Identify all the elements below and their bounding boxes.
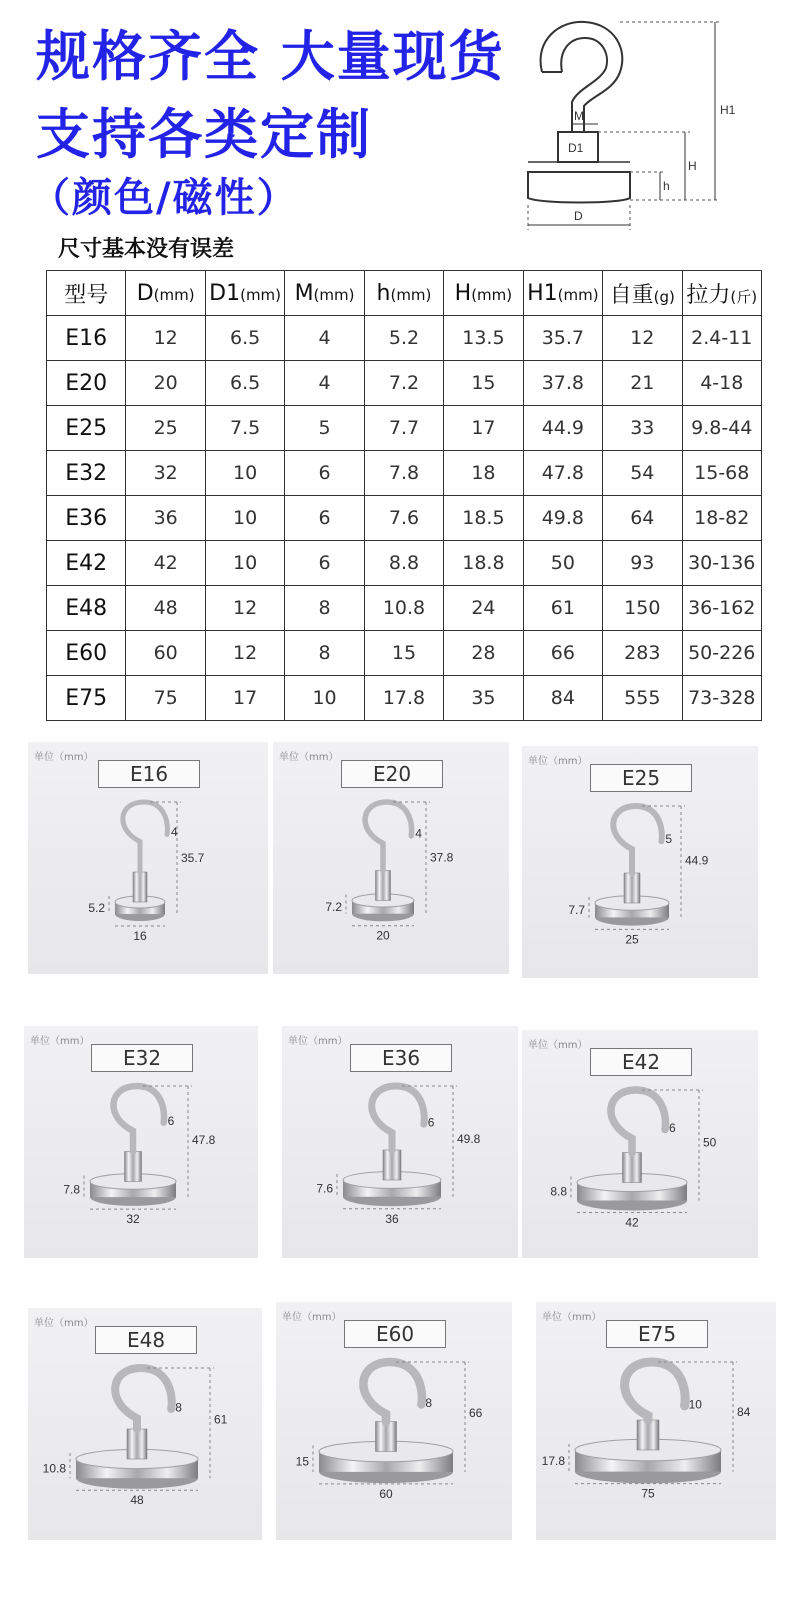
header-main: h bbox=[376, 280, 391, 306]
table-cell: 28 bbox=[444, 631, 523, 676]
table-cell: 15 bbox=[444, 361, 523, 406]
table-cell: 6 bbox=[285, 451, 364, 496]
table-body bbox=[47, 316, 762, 721]
product-card bbox=[24, 1026, 258, 1258]
table-cell: 66 bbox=[523, 631, 602, 676]
table-cell: 555 bbox=[603, 676, 682, 721]
header-H bbox=[444, 271, 523, 316]
dim-label-H1: 66 bbox=[469, 1405, 483, 1420]
header-main: M bbox=[294, 280, 314, 306]
label-D1: D1 bbox=[568, 141, 584, 155]
dim-label-h: 5.2 bbox=[88, 901, 105, 915]
header-main: 自重 bbox=[609, 282, 654, 308]
table-cell: 6 bbox=[285, 496, 364, 541]
table-cell: 2.4-11 bbox=[682, 316, 762, 361]
dim-label-M: 8 bbox=[175, 1400, 182, 1415]
table-cell: 8 bbox=[285, 631, 364, 676]
hook-wire bbox=[363, 1362, 422, 1422]
dim-label-M: 6 bbox=[427, 1115, 435, 1130]
dim-label-M: 4 bbox=[415, 826, 422, 841]
table-cell: 4 bbox=[285, 316, 364, 361]
magnet-hook-illustration bbox=[28, 1308, 262, 1540]
dim-label-D: 16 bbox=[133, 929, 147, 943]
table-cell: 37.8 bbox=[523, 361, 602, 406]
cell-model: E20 bbox=[47, 361, 126, 406]
magnet-neck bbox=[623, 1153, 642, 1183]
table-row bbox=[47, 361, 762, 406]
table-cell: 15 bbox=[364, 631, 443, 676]
header-main: D bbox=[136, 280, 154, 306]
unit-label: 单位（mm） bbox=[282, 1312, 342, 1323]
dim-label-h: 7.8 bbox=[63, 1182, 80, 1197]
table-cell: 10 bbox=[205, 496, 284, 541]
magnet-neck bbox=[133, 872, 147, 902]
magnet-hook-illustration bbox=[24, 1026, 258, 1258]
dim-label-H1: 47.8 bbox=[192, 1132, 216, 1147]
header-unit: (mm) bbox=[153, 285, 195, 304]
table-cell: 8 bbox=[285, 586, 364, 631]
hook-wire bbox=[365, 802, 412, 871]
label-h: h bbox=[663, 179, 670, 193]
header-unit: (mm) bbox=[240, 285, 282, 304]
headline-custom: 支持各类定制 bbox=[36, 103, 372, 166]
table-cell: 15-68 bbox=[682, 451, 762, 496]
table-row bbox=[47, 406, 762, 451]
dim-label-h: 7.7 bbox=[568, 903, 585, 918]
model-label: E48 bbox=[95, 1326, 197, 1354]
hook-wire bbox=[372, 1086, 425, 1150]
table-row bbox=[47, 586, 762, 631]
table-cell: 75 bbox=[126, 676, 205, 721]
hook-wire bbox=[123, 802, 168, 872]
dim-label-H1: 44.9 bbox=[685, 853, 709, 868]
dim-label-h: 15 bbox=[295, 1454, 309, 1469]
magnet-neck bbox=[127, 1429, 147, 1459]
dim-label-h: 10.8 bbox=[42, 1461, 66, 1476]
cell-model: E60 bbox=[47, 631, 126, 676]
table-cell: 17 bbox=[205, 676, 284, 721]
dim-label-M: 4 bbox=[171, 825, 178, 840]
cell-model: E75 bbox=[47, 676, 126, 721]
header-D1 bbox=[205, 271, 284, 316]
unit-label: 单位（mm） bbox=[528, 756, 588, 767]
unit-label: 单位（mm） bbox=[30, 1036, 90, 1047]
magnet-neck bbox=[383, 1150, 401, 1180]
table-cell: 12 bbox=[126, 316, 205, 361]
model-label: E20 bbox=[341, 760, 443, 788]
dim-label-M: 8 bbox=[425, 1395, 433, 1410]
table-cell: 7.8 bbox=[364, 451, 443, 496]
dim-label-h: 8.8 bbox=[550, 1184, 567, 1199]
table-cell: 7.5 bbox=[205, 406, 284, 451]
base-outline bbox=[528, 172, 630, 203]
dim-label-H1: 35.7 bbox=[181, 851, 205, 865]
table-cell: 33 bbox=[603, 406, 682, 451]
dim-label-D: 25 bbox=[625, 932, 639, 947]
table-cell: 36 bbox=[126, 496, 205, 541]
table-cell: 283 bbox=[603, 631, 682, 676]
table-cell: 6.5 bbox=[205, 316, 284, 361]
table-cell: 30-136 bbox=[682, 541, 762, 586]
product-card bbox=[522, 1030, 758, 1258]
table-row bbox=[47, 316, 762, 361]
header-main: D1 bbox=[209, 280, 241, 306]
dim-label-D: 42 bbox=[625, 1215, 639, 1230]
dim-label-H1: 37.8 bbox=[430, 850, 454, 865]
dim-label-H1: 49.8 bbox=[457, 1132, 481, 1146]
table-cell: 6 bbox=[285, 541, 364, 586]
cell-model: E25 bbox=[47, 406, 126, 451]
product-card bbox=[282, 1026, 518, 1258]
header-main: H bbox=[454, 280, 472, 306]
header-M bbox=[285, 271, 364, 316]
table-row bbox=[47, 541, 762, 586]
spec-table bbox=[46, 270, 762, 721]
dim-label-M: 5 bbox=[665, 832, 673, 847]
header-unit: (mm) bbox=[557, 285, 599, 304]
table-cell: 73-328 bbox=[682, 676, 762, 721]
table-cell: 18-82 bbox=[682, 496, 762, 541]
table-cell: 18 bbox=[444, 451, 523, 496]
header-main: 型号 bbox=[64, 282, 109, 308]
table-cell: 8.8 bbox=[364, 541, 443, 586]
table-cell: 60 bbox=[126, 631, 205, 676]
table-header-row bbox=[47, 271, 762, 316]
headline-stock: 规格齐全 大量现货 bbox=[36, 25, 505, 88]
table-cell: 21 bbox=[603, 361, 682, 406]
header-h bbox=[364, 271, 443, 316]
table-cell: 5 bbox=[285, 406, 364, 451]
dim-label-h: 7.6 bbox=[316, 1181, 333, 1196]
header-unit: (g) bbox=[653, 287, 675, 306]
model-label: E75 bbox=[606, 1320, 708, 1348]
cell-model: E42 bbox=[47, 541, 126, 586]
magnet-neck bbox=[376, 1422, 397, 1452]
table-cell: 18.8 bbox=[444, 541, 523, 586]
unit-label: 单位（mm） bbox=[34, 1318, 94, 1329]
model-label: E25 bbox=[590, 764, 692, 792]
table-cell: 24 bbox=[444, 586, 523, 631]
label-M: M bbox=[574, 109, 584, 123]
header-unit: (斤) bbox=[730, 287, 758, 306]
header-pull bbox=[682, 271, 762, 316]
magnet-hook-illustration bbox=[28, 742, 268, 974]
dim-label-D: 48 bbox=[130, 1493, 144, 1508]
label-D: D bbox=[574, 209, 583, 223]
table-cell: 47.8 bbox=[523, 451, 602, 496]
table-cell: 13.5 bbox=[444, 316, 523, 361]
header-main: H1 bbox=[527, 280, 558, 306]
hook-dimension-diagram bbox=[520, 10, 790, 240]
table-cell: 6.5 bbox=[205, 361, 284, 406]
table-cell: 84 bbox=[523, 676, 602, 721]
model-label: E60 bbox=[344, 1320, 446, 1348]
unit-label: 单位（mm） bbox=[542, 1312, 602, 1323]
magnet-neck bbox=[376, 871, 391, 901]
magnet-hook-illustration bbox=[282, 1026, 518, 1258]
table-cell: 10 bbox=[285, 676, 364, 721]
table-cell: 50-226 bbox=[682, 631, 762, 676]
cell-model: E32 bbox=[47, 451, 126, 496]
header-main: 拉力 bbox=[686, 282, 731, 308]
dim-label-D: 36 bbox=[385, 1211, 399, 1226]
model-label: E16 bbox=[98, 760, 200, 788]
dim-label-M: 10 bbox=[688, 1397, 702, 1412]
table-cell: 18.5 bbox=[444, 496, 523, 541]
hook-wire bbox=[114, 1086, 165, 1152]
dim-label-H1: 61 bbox=[214, 1412, 228, 1427]
table-cell: 32 bbox=[126, 451, 205, 496]
magnet-hook-illustration bbox=[273, 742, 509, 974]
magnet-hook-illustration bbox=[522, 746, 758, 978]
model-label: E36 bbox=[350, 1044, 452, 1072]
header-unit: (mm) bbox=[471, 285, 513, 304]
table-cell: 54 bbox=[603, 451, 682, 496]
table-cell: 64 bbox=[603, 496, 682, 541]
cell-model: E48 bbox=[47, 586, 126, 631]
header-weight bbox=[603, 271, 682, 316]
model-label: E42 bbox=[590, 1048, 692, 1076]
table-row bbox=[47, 451, 762, 496]
accuracy-note: 尺寸基本没有误差 bbox=[58, 237, 235, 262]
table-cell: 10.8 bbox=[364, 586, 443, 631]
table-cell: 44.9 bbox=[523, 406, 602, 451]
hook-wire bbox=[115, 1368, 172, 1429]
label-H1: H1 bbox=[720, 103, 736, 117]
table-cell: 12 bbox=[603, 316, 682, 361]
table-cell: 4 bbox=[285, 361, 364, 406]
header-D bbox=[126, 271, 205, 316]
table-row bbox=[47, 676, 762, 721]
magnet-neck bbox=[624, 873, 640, 903]
table-cell: 42 bbox=[126, 541, 205, 586]
dim-label-D: 60 bbox=[379, 1486, 393, 1501]
table-cell: 61 bbox=[523, 586, 602, 631]
unit-label: 单位（mm） bbox=[34, 752, 94, 763]
product-card bbox=[273, 742, 509, 974]
magnet-neck bbox=[125, 1152, 142, 1182]
product-card bbox=[28, 742, 268, 974]
table-cell: 50 bbox=[523, 541, 602, 586]
table-cell: 48 bbox=[126, 586, 205, 631]
table-cell: 20 bbox=[126, 361, 205, 406]
table-row bbox=[47, 631, 762, 676]
table-cell: 5.2 bbox=[364, 316, 443, 361]
table-cell: 49.8 bbox=[523, 496, 602, 541]
dim-label-D: 75 bbox=[641, 1486, 655, 1501]
header-unit: (mm) bbox=[390, 285, 432, 304]
dim-label-H1: 84 bbox=[737, 1405, 751, 1419]
header-unit: (mm) bbox=[313, 285, 355, 304]
magnet-hook-illustration bbox=[536, 1302, 776, 1540]
dim-label-D: 32 bbox=[126, 1212, 140, 1227]
label-H: H bbox=[688, 159, 697, 173]
hook-wire bbox=[611, 1090, 666, 1153]
table-cell: 150 bbox=[603, 586, 682, 631]
unit-label: 单位（mm） bbox=[528, 1040, 588, 1051]
dim-label-H1: 50 bbox=[703, 1135, 717, 1150]
product-card bbox=[276, 1302, 512, 1540]
table-cell: 17 bbox=[444, 406, 523, 451]
table-cell: 17.8 bbox=[364, 676, 443, 721]
dim-label-h: 7.2 bbox=[325, 900, 342, 915]
headline-options: （颜色/磁性） bbox=[30, 175, 299, 221]
cell-model: E16 bbox=[47, 316, 126, 361]
table-cell: 10 bbox=[205, 451, 284, 496]
dim-label-M: 6 bbox=[669, 1120, 676, 1135]
table-cell: 9.8-44 bbox=[682, 406, 762, 451]
table-cell: 12 bbox=[205, 631, 284, 676]
hook-wire bbox=[613, 806, 662, 873]
table-cell: 35.7 bbox=[523, 316, 602, 361]
dim-label-D: 20 bbox=[376, 928, 390, 943]
model-label: E32 bbox=[91, 1044, 193, 1072]
product-card bbox=[522, 746, 758, 978]
dim-label-h: 17.8 bbox=[541, 1453, 565, 1468]
product-card bbox=[28, 1308, 262, 1540]
dim-label-M: 6 bbox=[167, 1113, 175, 1128]
table-cell: 35 bbox=[444, 676, 523, 721]
table-cell: 7.6 bbox=[364, 496, 443, 541]
magnet-hook-illustration bbox=[276, 1302, 512, 1540]
table-cell: 12 bbox=[205, 586, 284, 631]
unit-label: 单位（mm） bbox=[288, 1036, 348, 1047]
header-model bbox=[47, 271, 126, 316]
table-cell: 7.7 bbox=[364, 406, 443, 451]
table-cell: 36-162 bbox=[682, 586, 762, 631]
cell-model: E36 bbox=[47, 496, 126, 541]
table-cell: 25 bbox=[126, 406, 205, 451]
table-cell: 4-18 bbox=[682, 361, 762, 406]
header-H1 bbox=[523, 271, 602, 316]
product-card bbox=[536, 1302, 776, 1540]
hook-wire bbox=[625, 1362, 686, 1420]
table-cell: 10 bbox=[205, 541, 284, 586]
magnet-hook-illustration bbox=[522, 1030, 758, 1258]
table-cell: 7.2 bbox=[364, 361, 443, 406]
unit-label: 单位（mm） bbox=[279, 752, 339, 763]
table-cell: 93 bbox=[603, 541, 682, 586]
table-row bbox=[47, 496, 762, 541]
